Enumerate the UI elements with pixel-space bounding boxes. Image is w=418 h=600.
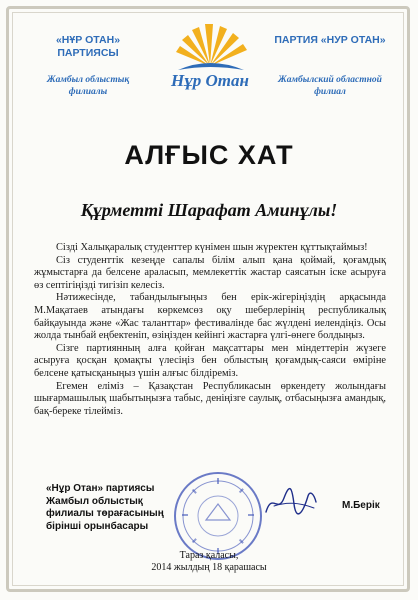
paragraph-achievements: Нәтижесінде, табандылығыңыз бен ерік-жігеріңіздің арқасында М.Мақатаев атындағы көркемсөз оқу шеберлерінің республикалық байқауында және «Жас таланттар» фестивалінде бас жүлдені иелендіңіз. Осы жолда тынбай еңбектеніп, өзіңізден кейінгі жастарға үлгі-өнеге болдыңыз. (34, 292, 386, 342)
signatory-position (46, 483, 186, 533)
signatory-line-2: Жамбыл облыстық (46, 495, 143, 507)
official-stamp (172, 470, 264, 562)
signatory-line-4: бірінші орынбасары (46, 520, 149, 532)
signatory-line-1: «Нұр Отан» партиясы (46, 483, 155, 494)
header-left-title: «НҰР ОТАН» ПАРТИЯСЫ (55, 34, 121, 59)
signatory-line-3: филиалы төрағасының (46, 508, 164, 519)
document-title: АЛҒЫС ХАТ (124, 140, 294, 170)
place-and-date (0, 550, 418, 574)
paragraph-gratitude: Сізге партиянның алға қойған мақсаттары мен міндеттерін жүзеге асыруға қосқан қомақты үлесіңіз бен облыстың қоғамдық-саяси өміріне белсене қатысқаныңыз үшін алғыс білдіреміз. (34, 342, 386, 379)
party-logo (158, 22, 262, 104)
header-right-subtitle: Жамбылский областной филиал (278, 75, 382, 97)
city: Тараз қаласы, (179, 550, 239, 561)
paragraph-congratulation: Сізді Халықаралық студенттер күнімен шын жүректен құттықтаймыз! (56, 242, 368, 253)
header-right-title: ПАРТИЯ «НУР ОТАН» (274, 34, 386, 46)
paragraph-wishes: Егемен еліміз – Қазақстан Республикасын өркендету жолындағы шығармашылық шабытыңызға табыс, деніңізге саулық, отбасыңызға амандық, бақ-береке тілейміз. (34, 380, 386, 417)
handwritten-signature (262, 484, 320, 520)
letter-body (34, 242, 386, 418)
date: 2014 жылдың 18 қарашасы (151, 562, 267, 573)
greeting: Құрметті Шарафат Аминұлы! (80, 200, 338, 220)
paragraph-studies: Сіз студенттік кезеңде сапалы білім алып қана қоймай, қоғамдық жұмыстарға да белсене араласып, мемлекеттік жастар саясатын іске асыруға өз септігіңізді тигізіп келесіз. (34, 254, 386, 291)
signatory-name: М.Берік (342, 500, 380, 511)
svg-text:Нұр Отан: Нұр Отан (171, 71, 249, 90)
header-left-subtitle: Жамбыл облыстық филиалы (46, 75, 130, 97)
